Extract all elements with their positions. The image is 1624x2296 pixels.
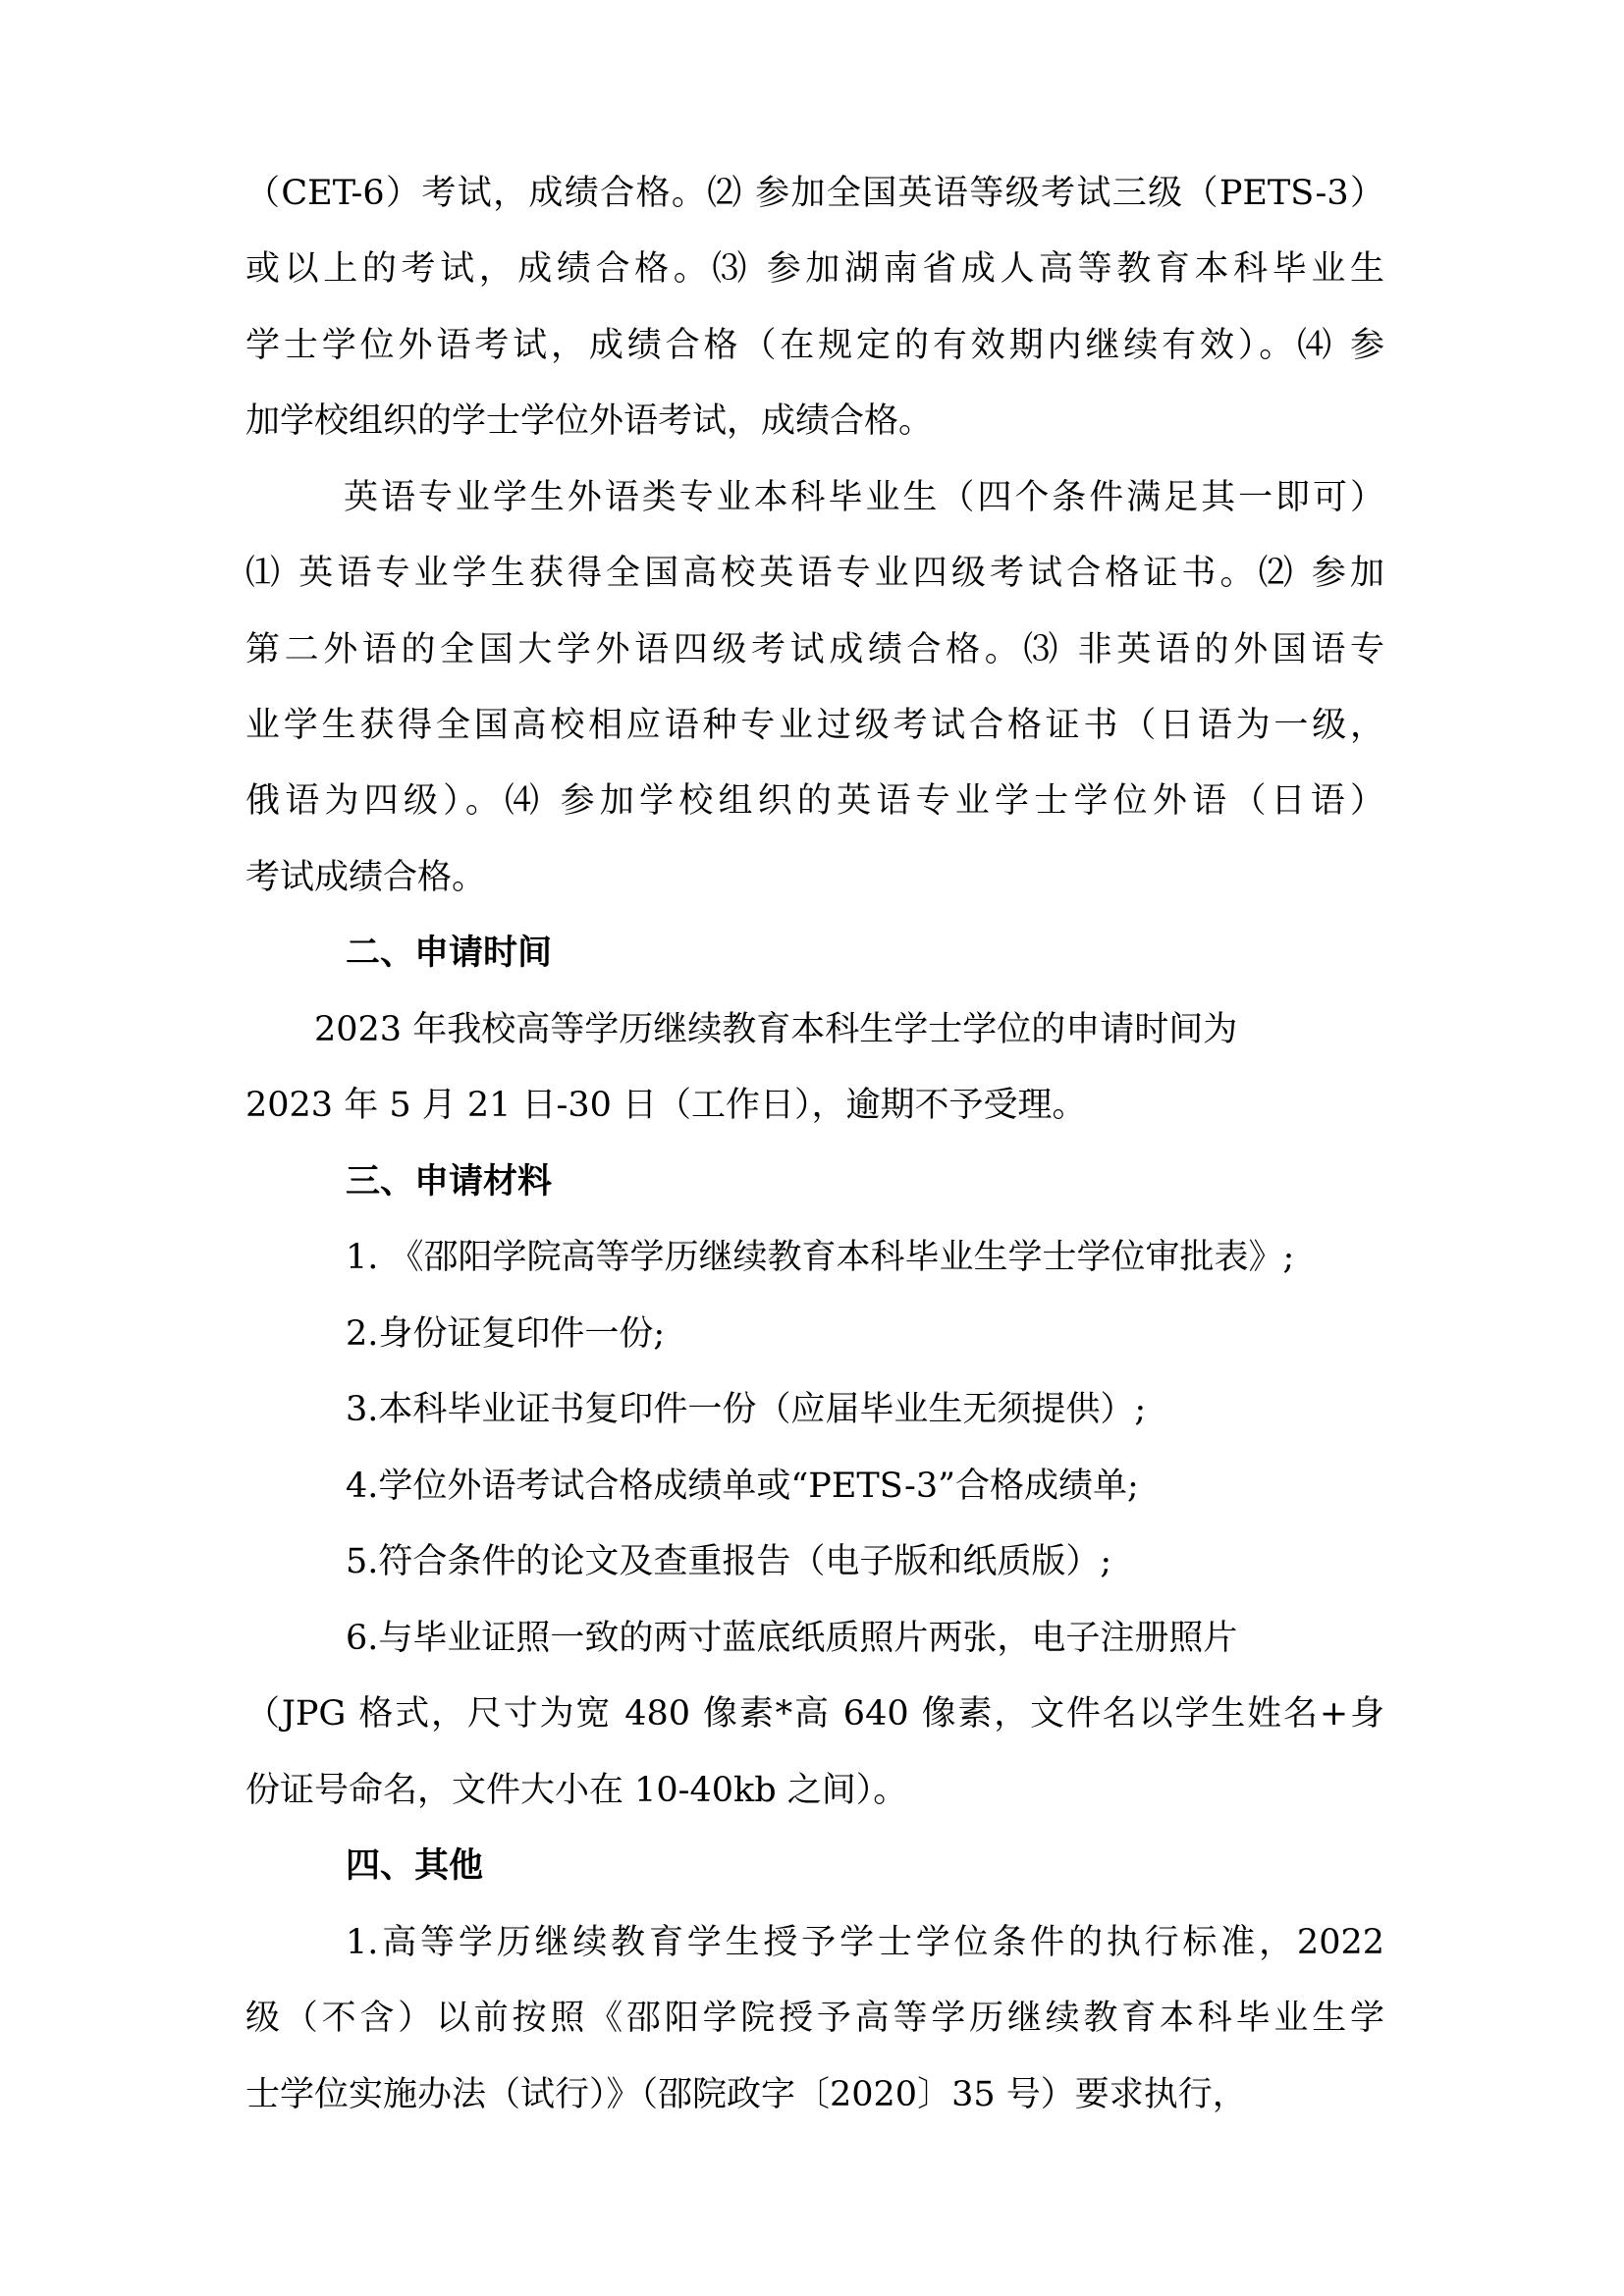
list-item: 4.学位外语考试合格成绩单或“PETS-3”合格成绩单; (346, 1467, 1139, 1506)
paragraph-line: （CET-6）考试，成绩合格。⑵ 参加全国英语等级考试三级（PETS-3） (245, 174, 1384, 213)
section-heading-other: 四、其他 (346, 1846, 484, 1886)
list-item-continuation: 士学位实施办法（试行）》（邵院政字〔2020〕35 号）要求执行， (245, 2075, 1247, 2114)
paragraph-line: 考试成绩合格。 (245, 858, 487, 897)
paragraph-line: 2023 年 5 月 21 日-30 日（工作日），逾期不予受理。 (245, 1086, 1087, 1125)
list-item-continuation: 份证号命名，文件大小在 10-40kb 之间）。 (245, 1771, 908, 1810)
paragraph-line: 或以上的考试，成绩合格。⑶ 参加湖南省成人高等教育本科毕业生 (245, 249, 1384, 289)
list-item: 2.身份证复印件一份; (346, 1314, 666, 1354)
list-item: 5.符合条件的论文及查重报告（电子版和纸质版）; (346, 1542, 1112, 1581)
paragraph-line: ⑴ 英语专业学生获得全国高校英语专业四级考试合格证书。⑵ 参加 (245, 554, 1384, 593)
paragraph-line: 业学生获得全国高校相应语种专业过级考试合格证书（日语为一级， (245, 706, 1384, 745)
list-item: 6.与毕业证照一致的两寸蓝底纸质照片两张，电子注册照片 (346, 1619, 1238, 1658)
paragraph-line: 英语专业学生外语类专业本科毕业生（四个条件满足其一即可） (344, 478, 1384, 517)
paragraph-line: 2023 年我校高等学历继续教育本科生学士学位的申请时间为 (314, 1010, 1238, 1049)
list-item: 1.高等学历继续教育学生授予学士学位条件的执行标准，2022 (346, 1923, 1384, 1962)
list-item-continuation: （JPG 格式，尺寸为宽 480 像素*高 640 像素，文件名以学生姓名+身 (245, 1694, 1384, 1734)
paragraph-line: 学士学位外语考试，成绩合格（在规定的有效期内继续有效）。⑷ 参 (245, 326, 1384, 365)
section-heading-application-time: 二、申请时间 (346, 934, 553, 973)
paragraph-line: 俄语为四级）。⑷ 参加学校组织的英语专业学士学位外语（日语） (245, 781, 1384, 821)
list-item: 3.本科毕业证书复印件一份（应届毕业生无须提供）; (346, 1390, 1147, 1429)
list-item: 1. 《邵阳学院高等学历继续教育本科毕业生学士学位审批表》; (346, 1238, 1295, 1277)
list-item-continuation: 级（不含）以前按照《邵阳学院授予高等学历继续教育本科毕业生学 (245, 1999, 1384, 2038)
paragraph-line: 加学校组织的学士学位外语考试，成绩合格。 (245, 401, 934, 441)
section-heading-application-materials: 三、申请材料 (346, 1162, 553, 1201)
paragraph-line: 第二外语的全国大学外语四级考试成绩合格。⑶ 非英语的外国语专 (245, 630, 1384, 669)
